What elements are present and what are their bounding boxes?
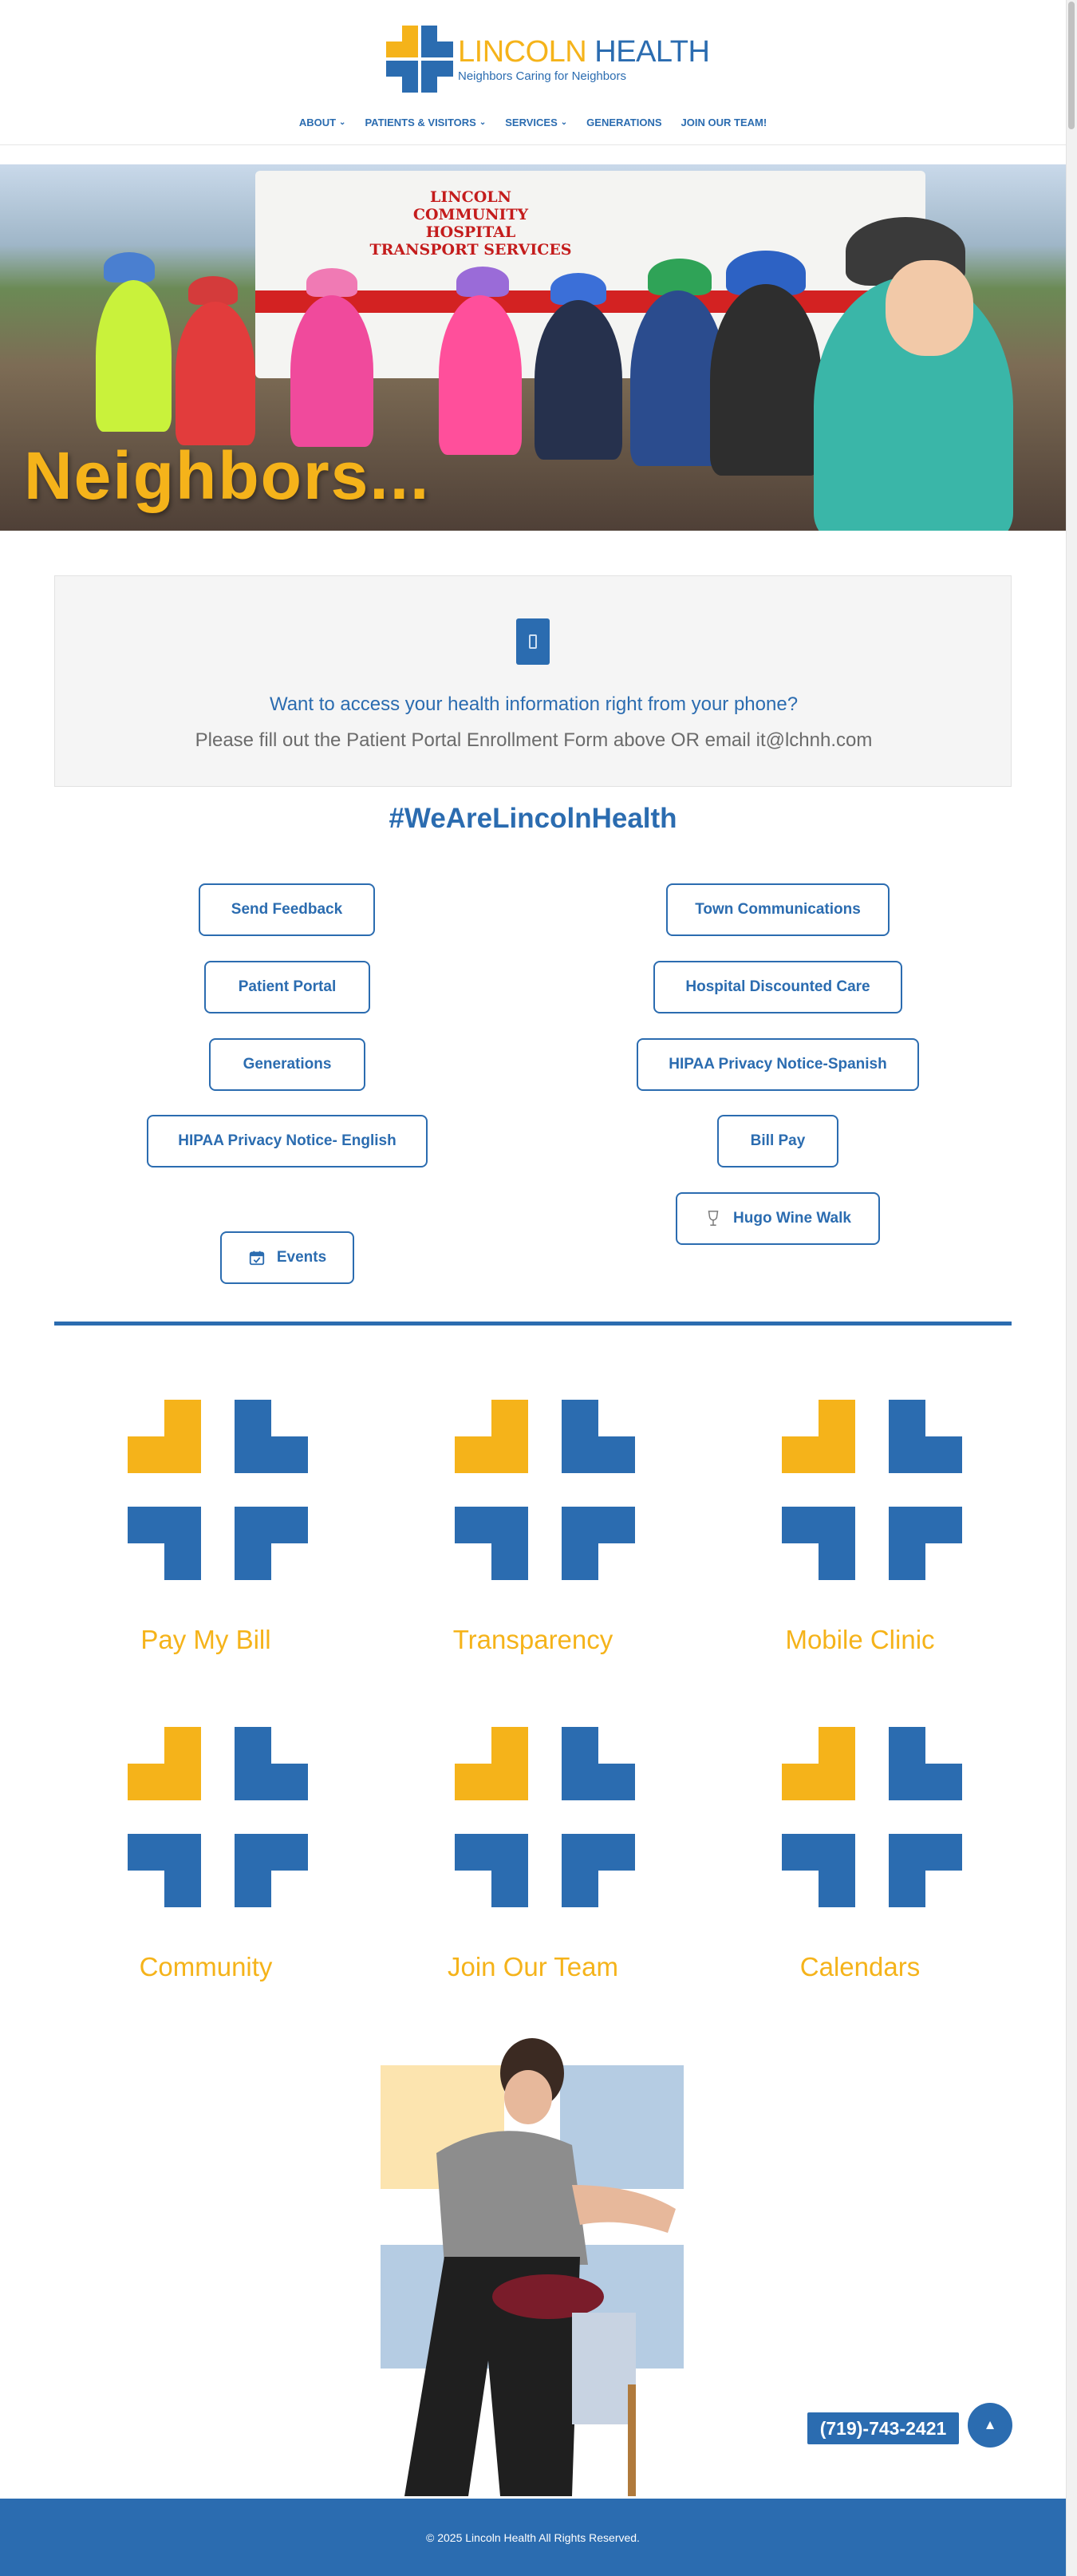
hugo-wine-walk-button[interactable] — [676, 1192, 880, 1245]
button-label: Hugo Wine Walk — [733, 1210, 851, 1227]
button-label: Events — [276, 1249, 327, 1266]
tile-transparency[interactable] — [401, 1400, 665, 1695]
button-label: HIPAA Privacy Notice- English — [178, 1132, 396, 1149]
phone-number-link[interactable]: (719)-743-2421 — [807, 2412, 959, 2444]
button-label: Bill Pay — [750, 1132, 806, 1149]
site-header — [0, 0, 1066, 145]
events-button[interactable] — [220, 1231, 354, 1284]
hero-title: Neighbors... — [24, 438, 431, 513]
lincoln-health-cross-icon — [386, 26, 453, 93]
button-label: Generations — [243, 1056, 332, 1073]
logo-word-health: HEALTH — [594, 34, 710, 69]
section-divider — [54, 1322, 1012, 1326]
nav-item-generations[interactable] — [586, 117, 661, 128]
logo-tagline: Neighbors Caring for Neighbors — [458, 69, 626, 83]
patient-portal-button[interactable] — [204, 961, 370, 1013]
tile-label: Pay My Bill — [140, 1625, 271, 1654]
lincoln-health-cross-icon — [128, 1727, 308, 1907]
chevron-up-icon: ▲ — [983, 2417, 997, 2432]
hashtag-heading: #WeAreLincolnHealth — [389, 803, 677, 834]
tile-calendars[interactable] — [728, 1727, 992, 2022]
page-scrollbar[interactable] — [1066, 0, 1077, 2576]
generations-button[interactable] — [209, 1038, 365, 1091]
bill-pay-button[interactable] — [717, 1115, 838, 1167]
tile-label: Join Our Team — [448, 1952, 618, 1981]
button-label: HIPAA Privacy Notice-Spanish — [669, 1056, 887, 1073]
nav-item-join-our-team[interactable] — [681, 117, 767, 128]
hospital-discounted-care-button[interactable] — [653, 961, 902, 1013]
tile-pay-my-bill[interactable] — [74, 1400, 337, 1695]
chevron-down-icon: ⌄ — [560, 118, 568, 127]
lincoln-health-cross-icon — [128, 1400, 308, 1580]
tile-community[interactable] — [74, 1727, 337, 2022]
footer-copyright: © 2025 Lincoln Health All Rights Reserved. — [426, 2531, 640, 2544]
site-logo[interactable] — [386, 26, 709, 93]
lincoln-health-cross-icon — [455, 1400, 635, 1580]
site-footer — [0, 2499, 1066, 2576]
patient-portal-callout — [54, 575, 1012, 787]
button-label: Send Feedback — [231, 901, 343, 918]
tile-label: Community — [139, 1952, 273, 1981]
logo-title — [458, 36, 709, 68]
tile-mobile-clinic[interactable] — [728, 1400, 992, 1695]
portal-note: Please fill out the Patient Portal Enrollment Form above OR email it@lchnh.com — [195, 729, 873, 751]
portal-question: Want to access your health information right from your phone? — [269, 693, 799, 715]
main-nav — [0, 117, 1066, 128]
lincoln-health-cross-icon — [455, 1727, 635, 1907]
chevron-down-icon: ⌄ — [339, 118, 346, 127]
nav-item-services[interactable] — [505, 117, 567, 128]
chevron-down-icon: ⌄ — [479, 118, 487, 127]
button-label: Hospital Discounted Care — [685, 978, 870, 995]
logo-word-lincoln: LINCOLN — [458, 34, 587, 69]
tile-label: Calendars — [799, 1952, 921, 1981]
button-label: Patient Portal — [238, 978, 337, 995]
mobile-phone-icon[interactable] — [516, 618, 550, 665]
nav-item-label: PATIENTS & VISITORS — [365, 117, 476, 128]
tile-label: Mobile Clinic — [785, 1625, 935, 1654]
nav-item-label: JOIN OUR TEAM! — [681, 117, 767, 128]
nav-item-label: ABOUT — [298, 117, 337, 128]
tile-label: Transparency — [452, 1625, 613, 1654]
back-to-top-button[interactable] — [968, 2403, 1012, 2448]
button-label: Town Communications — [695, 901, 861, 918]
hero-banner — [0, 164, 1066, 531]
tile-join-our-team[interactable] — [401, 1727, 665, 2022]
lincoln-health-cross-icon — [782, 1400, 962, 1580]
town-communications-button[interactable] — [666, 883, 890, 936]
therapy-photo — [381, 2025, 684, 2496]
nav-item-label: GENERATIONS — [586, 117, 662, 128]
calendar-check-icon — [248, 1249, 266, 1266]
hipaa-privacy-notice-english-button[interactable] — [147, 1115, 428, 1167]
nav-item-about[interactable] — [299, 117, 346, 128]
ambulance-text: LINCOLN COMMUNITY HOSPITAL TRANSPORT SERVICES — [369, 188, 572, 259]
scrollbar-thumb[interactable] — [1068, 2, 1075, 129]
hipaa-privacy-notice-spanish-button[interactable] — [637, 1038, 919, 1091]
send-feedback-button[interactable] — [199, 883, 375, 936]
lincoln-health-cross-icon — [782, 1727, 962, 1907]
nav-item-patients-visitors[interactable] — [365, 117, 486, 128]
wine-glass-icon — [704, 1210, 722, 1227]
nav-item-label: SERVICES — [505, 117, 558, 128]
